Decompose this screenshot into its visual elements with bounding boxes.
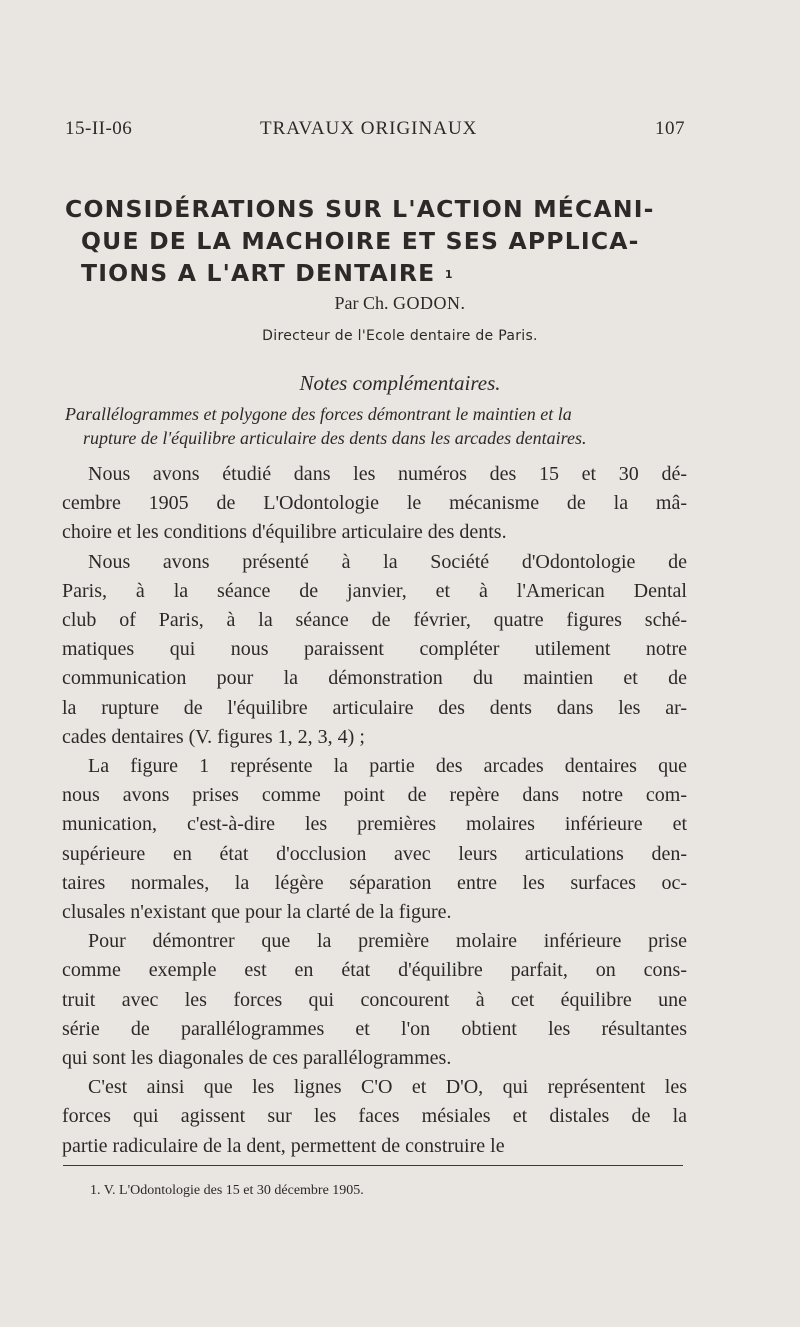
text-line: forces qui agissent sur les faces mésiales et distales de la bbox=[62, 1105, 687, 1128]
header-date: 15-II-06 bbox=[65, 118, 133, 139]
text-line: Nous avons présenté à la Société d'Odontologie de bbox=[88, 550, 687, 573]
page-number: 107 bbox=[655, 118, 685, 139]
text-line: La figure 1 représente la partie des arcades dentaires que bbox=[88, 755, 687, 778]
article-subtitle bbox=[65, 402, 685, 450]
title-line-text: TIONS A L'ART DENTAIRE bbox=[81, 259, 436, 287]
text-line: Nous avons étudié dans les numéros des 15 et 30 dé- bbox=[88, 463, 687, 485]
title-line: QUE DE LA MACHOIRE ET SES APPLICA- bbox=[81, 227, 640, 255]
text-line: la rupture de l'équilibre articulaire des dents dans les ar- bbox=[62, 696, 687, 719]
text-line: choire et les conditions d'équilibre articulaire des dents. bbox=[62, 521, 507, 544]
footnote-marker: 1 bbox=[444, 268, 454, 281]
paragraph bbox=[62, 752, 687, 927]
text-line: taires normales, la légère séparation entre les surfaces oc- bbox=[62, 871, 687, 894]
text-line: clusales n'existant que pour la clarté de la figure. bbox=[62, 901, 452, 924]
article-body bbox=[62, 460, 687, 1161]
text-line: nous avons prises comme point de repère dans notre com- bbox=[62, 784, 687, 807]
text-line: comme exemple est en état d'équilibre parfait, on cons- bbox=[62, 959, 687, 982]
author-affiliation: Directeur de l'Ecole dentaire de Paris. bbox=[262, 328, 538, 344]
text-line: matiques qui nous paraissent compléter utilement notre bbox=[62, 638, 687, 661]
header-section: TRAVAUX ORIGINAUX bbox=[260, 118, 478, 139]
paragraph bbox=[62, 1073, 687, 1161]
paragraph bbox=[62, 548, 687, 752]
author-prefix: Par Ch. bbox=[334, 293, 389, 313]
author-line bbox=[0, 293, 800, 314]
text-line: Paris, à la séance de janvier, et à l'American Dental bbox=[62, 579, 687, 602]
paragraph bbox=[62, 460, 687, 548]
running-head bbox=[65, 118, 685, 148]
text-line: supérieure en état d'occlusion avec leurs articulations den- bbox=[62, 842, 687, 865]
text-line: munication, c'est-à-dire les premières molaires inférieure et bbox=[62, 813, 687, 836]
text-line: cembre 1905 de L'Odontologie le mécanisme de la mâ- bbox=[62, 492, 687, 515]
footnote: 1. V. L'Odontologie des 15 et 30 décembre 1905. bbox=[90, 1183, 364, 1198]
text-line: C'est ainsi que les lignes C'O et D'O, qui représentent les bbox=[88, 1076, 687, 1099]
text-line: cades dentaires (V. figures 1, 2, 3, 4) ; bbox=[62, 725, 365, 748]
section-heading: Notes complémentaires. bbox=[299, 371, 501, 395]
article-title bbox=[65, 193, 690, 289]
text-line: truit avec les forces qui concourent à cet équilibre une bbox=[62, 988, 687, 1011]
title-line bbox=[65, 257, 690, 289]
text-line: club of Paris, à la séance de février, quatre figures sché- bbox=[62, 609, 687, 632]
text-line: Pour démontrer que la première molaire inférieure prise bbox=[88, 930, 687, 953]
subtitle-line: rupture de l'équilibre articulaire des dents dans les arcades dentaires. bbox=[83, 428, 587, 448]
footnote-rule bbox=[63, 1165, 683, 1166]
text-line: communication pour la démonstration du maintien et de bbox=[62, 667, 687, 690]
subtitle-line: Parallélogrammes et polygone des forces démontrant le maintien et la bbox=[65, 404, 572, 424]
paragraph bbox=[62, 927, 687, 1073]
text-line: série de parallélogrammes et l'on obtient les résultantes bbox=[62, 1017, 687, 1040]
text-line: partie radiculaire de la dent, permettent de construire le bbox=[62, 1134, 505, 1157]
text-line: qui sont les diagonales de ces parallélogrammes. bbox=[62, 1047, 452, 1070]
title-line: CONSIDÉRATIONS SUR L'ACTION MÉCANI- bbox=[65, 195, 655, 223]
author-name: GODON. bbox=[393, 293, 466, 313]
